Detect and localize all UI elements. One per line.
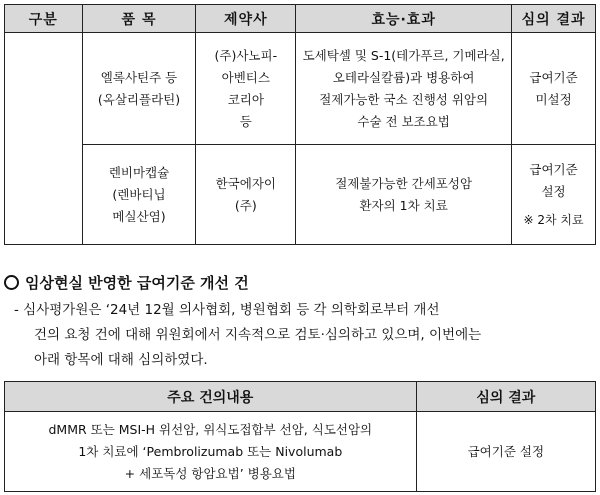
category-cell [5, 33, 83, 245]
header-efficacy: 효능·효과 [296, 5, 512, 33]
proposal-review-table [4, 381, 596, 492]
section-heading-text: 임상현실 반영한 급여기준 개선 건 [25, 274, 249, 292]
section-body [14, 298, 596, 373]
result-cell: 급여기준 설정 [416, 412, 595, 492]
header-result: 심의 결과 [512, 5, 596, 33]
body-line: 아래 항목에 대해 심의하였다. [34, 352, 208, 368]
header-category: 구분 [5, 5, 83, 33]
section-heading [4, 272, 249, 293]
header-item: 품 목 [82, 5, 196, 33]
table-header-row [5, 5, 596, 33]
efficacy-cell: 도세탁셀 및 S-1(테가푸르, 기메라실, 오테라실칼륨)과 병용하여 절제가능한 국소 진행성 위암의 수술 전 보조요법 [296, 33, 512, 145]
content-cell: dMMR 또는 MSI-H 위선암, 위식도접합부 선암, 식도선암의 1차 치료에 ‘Pembrolizumab 또는 Nivolumab + 세포독성 항암요법’ 병용요법 [5, 412, 417, 492]
result-cell: 급여기준 설정 ※ 2차 치료 [512, 145, 596, 245]
header-company: 제약사 [196, 5, 296, 33]
header-content: 주요 건의내용 [5, 382, 417, 412]
table-row [5, 145, 596, 245]
company-cell: 한국에자이 (주) [196, 145, 296, 245]
table-row [5, 33, 596, 145]
efficacy-cell: 절제불가능한 간세포성암 환자의 1차 치료 [296, 145, 512, 245]
drug-review-table [4, 4, 596, 245]
header-result: 심의 결과 [416, 382, 595, 412]
table-row [5, 412, 596, 492]
circle-bullet-icon [4, 275, 19, 290]
body-line: - 심사평가원은 ‘24년 12월 의사협회, 병원협회 등 각 의학회로부터 개선 [14, 302, 440, 318]
item-cell: 엘록사틴주 등 (옥살리플라틴) [82, 33, 196, 145]
result-cell: 급여기준 미설정 [512, 33, 596, 145]
table-header-row [5, 382, 596, 412]
body-line: 건의 요청 건에 대해 위원회에서 지속적으로 검토·심의하고 있으며, 이번에는 [34, 327, 482, 343]
company-cell: (주)사노피- 아벤티스 코리아 등 [196, 33, 296, 145]
result-note: ※ 2차 치료 [523, 212, 584, 227]
item-cell: 렌비마캡슐 (렌바티닙 메실산염) [82, 145, 196, 245]
